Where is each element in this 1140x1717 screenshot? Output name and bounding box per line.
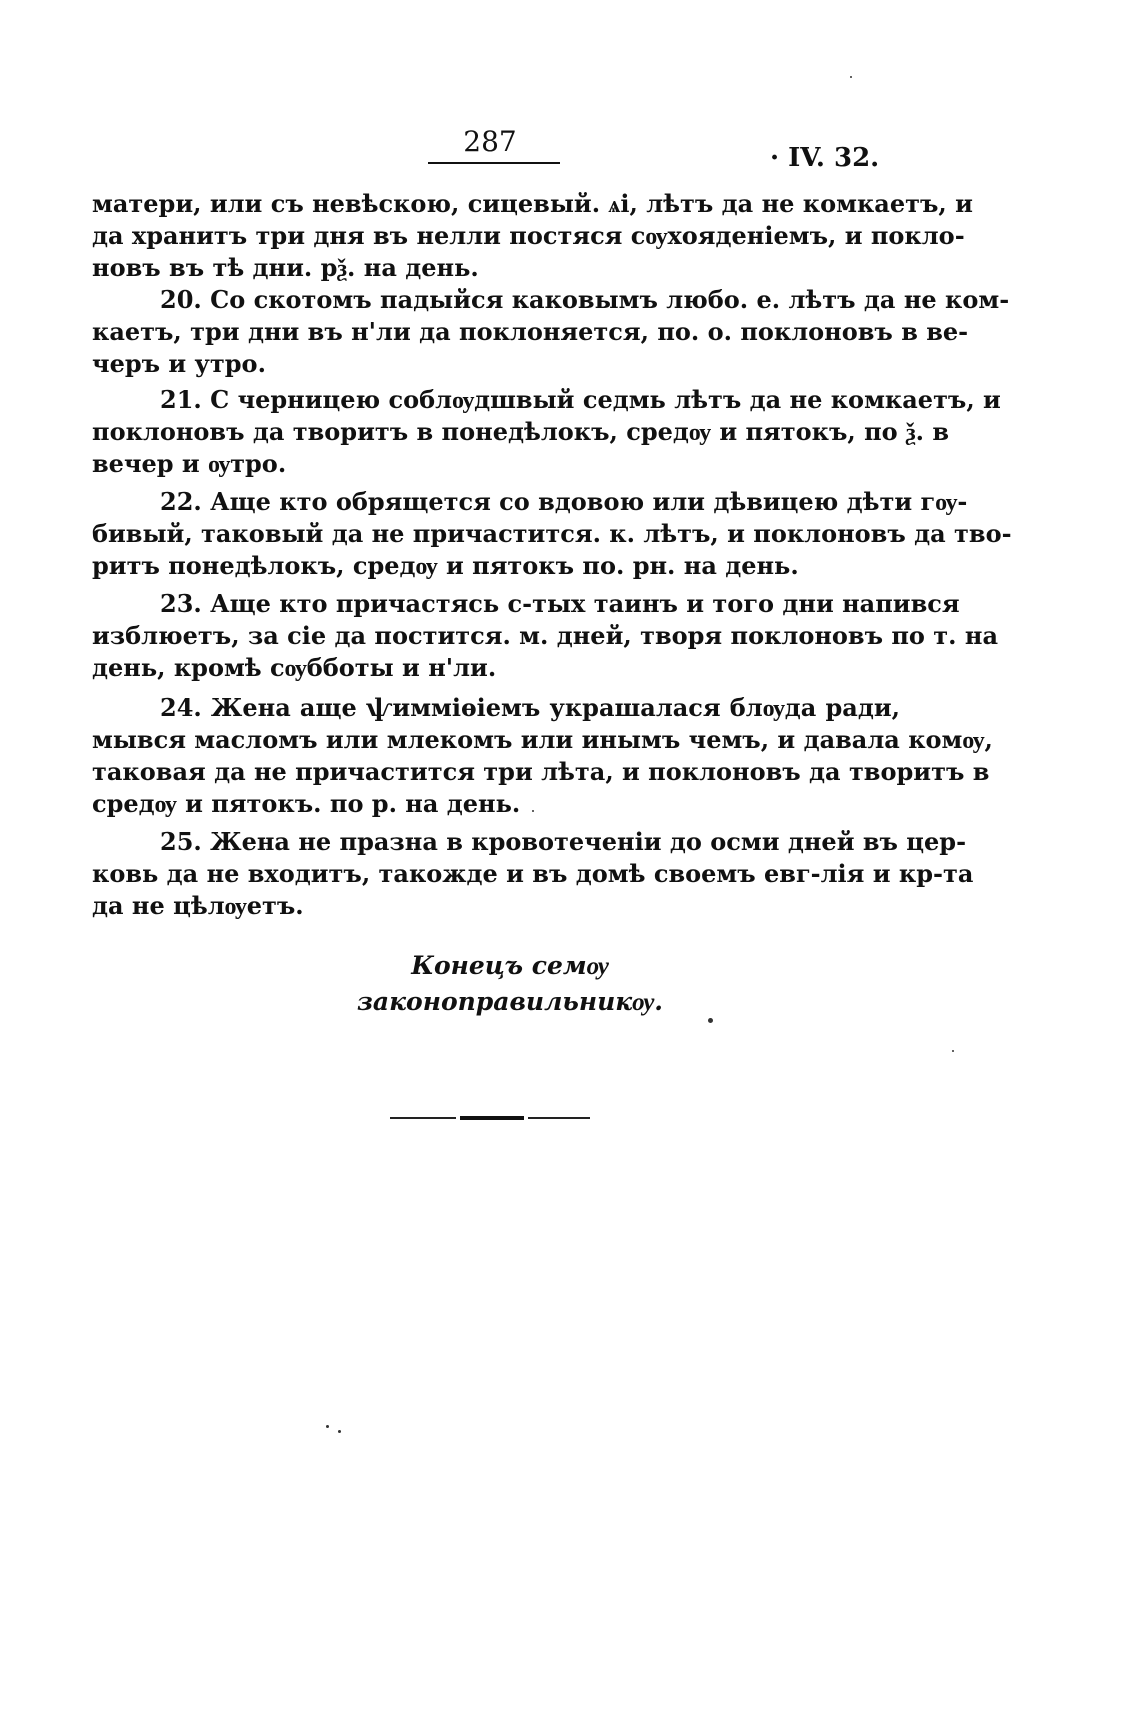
text-line: таковая да не причастится три лѣта, и поклоновъ да творитъ в bbox=[92, 757, 990, 786]
text-line: вечер и ѹтро. bbox=[92, 449, 287, 478]
text-line: новъ въ тѣ дни. рѯ. на день. bbox=[92, 253, 479, 282]
print-speck bbox=[850, 76, 852, 78]
text-line: ритъ понедѣлокъ, средѹ и пятокъ по. рн. на день. bbox=[92, 551, 799, 580]
text-line: каетъ, три дни въ н'ли да поклоняется, по. о. поклоновъ в ве- bbox=[92, 317, 969, 346]
text-line: бивый, таковый да не причастится. к. лѣтъ, и поклоновъ да тво- bbox=[92, 519, 1012, 548]
text-line: день, кромѣ сѹбботы и н'ли. bbox=[92, 653, 497, 682]
text-line: черъ и утро. bbox=[92, 349, 266, 378]
header-rule bbox=[428, 162, 560, 164]
text-line: да хранитъ три дня въ нелли постяся сѹхояденіемъ, и покло- bbox=[92, 221, 965, 250]
text-line: 20. Со скотомъ падыйся каковымъ любо. е. лѣтъ да не ком- bbox=[160, 285, 1010, 314]
text-line: средѹ и пятокъ. по р. на день. bbox=[92, 789, 521, 818]
text-line: 22. Аще кто обрящется со вдовою или дѣвицею дѣти гѹ- bbox=[160, 487, 968, 516]
text-line: ковь да не входитъ, такожде и въ домѣ своемъ евг-лія и кр-та bbox=[92, 859, 974, 888]
text-line: мывся масломъ или млекомъ или инымъ чемъ, и давала комѹ, bbox=[92, 725, 993, 754]
section-reference: · IV. 32. bbox=[770, 143, 880, 173]
text-line: 21. С черницею соблѹдшвый седмь лѣтъ да не комкаетъ, и bbox=[160, 385, 1001, 414]
page-number: 287 bbox=[463, 125, 517, 158]
text-line: 23. Аще кто причастясь с-тых таинъ и того дни напився bbox=[160, 589, 960, 618]
print-speck bbox=[338, 1430, 341, 1433]
text-line: изблюетъ, за сіе да постится. м. дней, творя поклоновъ по т. на bbox=[92, 621, 998, 650]
text-line: да не цѣлѹетъ. bbox=[92, 891, 304, 920]
text-line: поклоновъ да творитъ в понедѣлокъ, средѹ и пятокъ, по ѯ. в bbox=[92, 417, 950, 446]
print-speck bbox=[532, 810, 534, 812]
closing-line: Конецъ семѹ законоправильникѹ. bbox=[356, 951, 664, 1016]
text-line: 24. Жена аще ѱимміѳіемъ украшалася блѹда ради, bbox=[160, 693, 900, 722]
text-line: 25. Жена не празна в кровотеченіи до осми дней въ цер- bbox=[160, 827, 967, 856]
print-speck bbox=[708, 1018, 713, 1023]
text-line: матери, или съ невѣскою, сицевый. ѧі, лѣтъ да не комкаетъ, и bbox=[92, 189, 973, 218]
print-speck bbox=[326, 1425, 329, 1428]
print-speck bbox=[952, 1050, 954, 1052]
